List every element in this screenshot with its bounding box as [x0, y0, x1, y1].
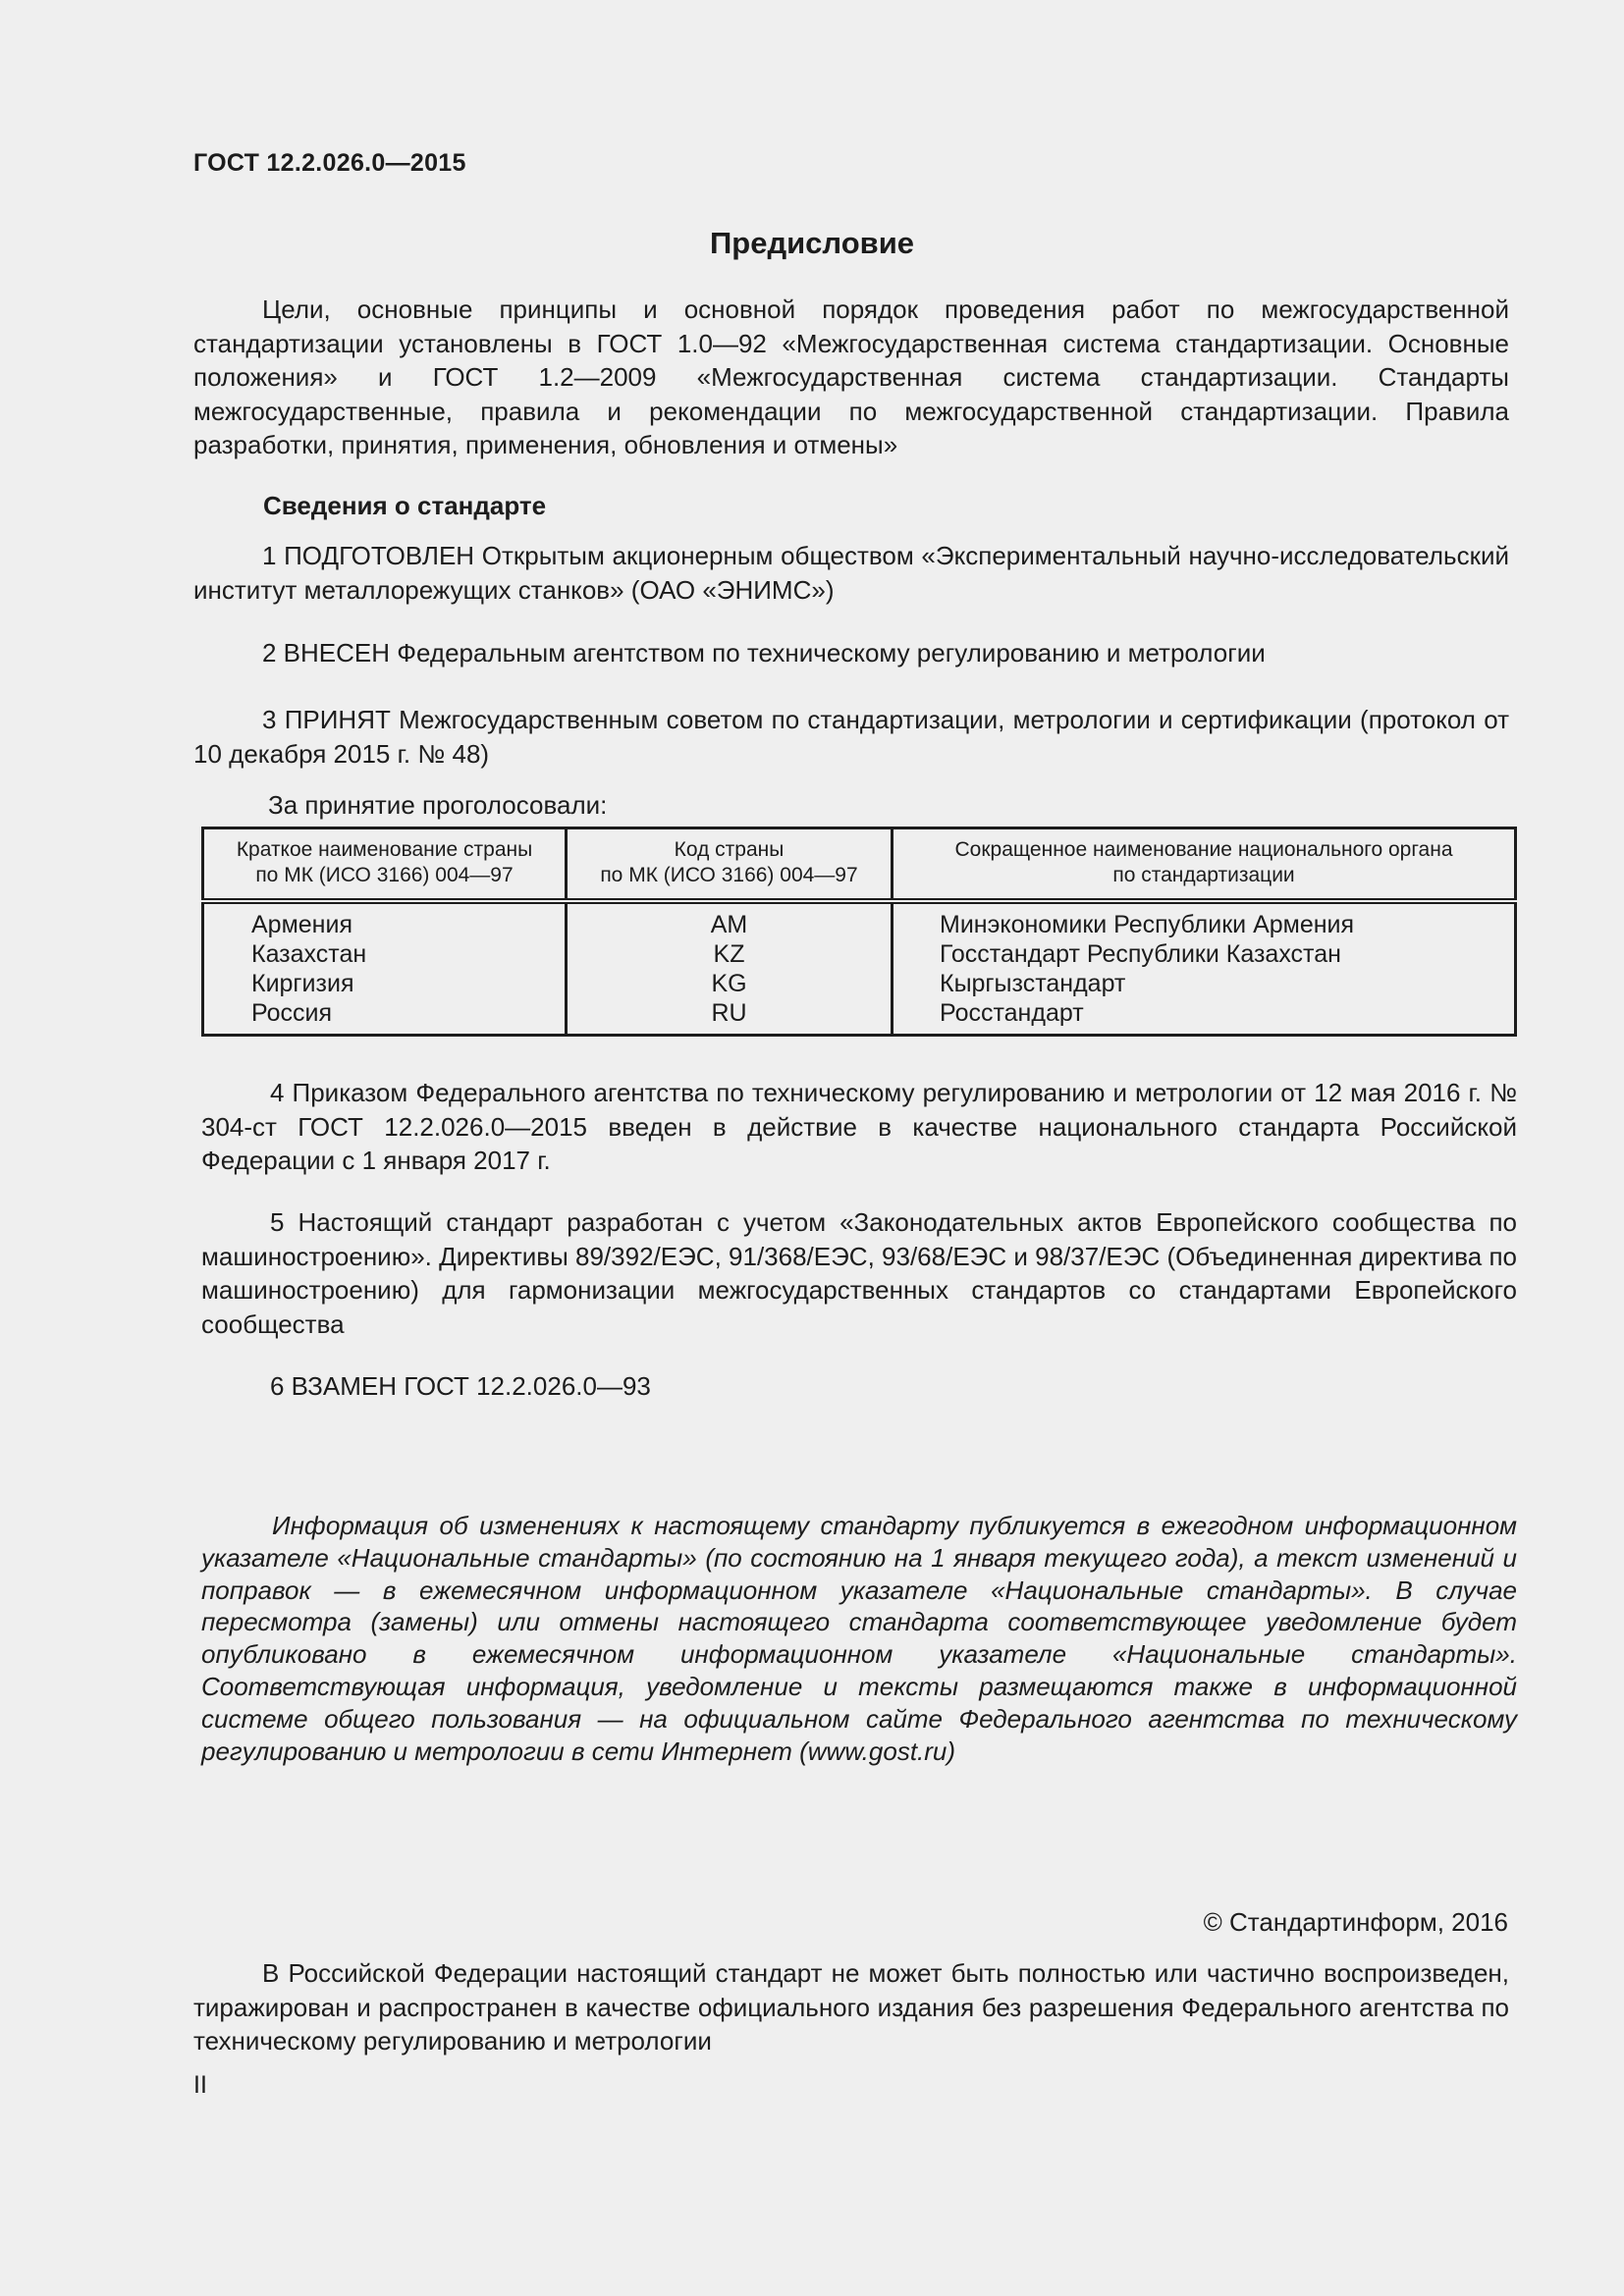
item-6: 6 ВЗАМЕН ГОСТ 12.2.026.0—93 — [270, 1371, 651, 1401]
table-header-row — [203, 828, 1516, 902]
item-1: 1 ПОДГОТОВЛЕН Открытым акционерным обществом «Экспериментальный научно-исследовательский институт металлорежущих станков» (ОАО «ЭНИМС») — [193, 541, 1509, 605]
country-names-cell — [203, 901, 567, 1036]
table-cell: KZ — [713, 940, 745, 968]
section-title: Сведения о стандарте — [263, 491, 547, 520]
table-cell: RU — [711, 999, 747, 1027]
table-body-row — [203, 901, 1516, 1036]
table-cell: KG — [711, 970, 747, 997]
item-4: 4 Приказом Федерального агентства по техническому регулированию и метрологии от 12 мая 2016 г. № 304-ст ГОСТ 12.2.026.0—2015 введен в действие в качестве национального стандарта Российской Федерации с 1 января 2017 г. — [201, 1078, 1517, 1175]
header-standards-body: Сокращенное наименование национального органа по стандартизации — [893, 828, 1516, 902]
table-cell: Киргизия — [251, 970, 354, 997]
table-cell: Кыргызстандарт — [940, 970, 1126, 997]
reproduction-restriction: В Российской Федерации настоящий стандарт не может быть полностью или частично воспроизведен, тиражирован и распространен в качестве официального издания без разрешения Федерального агентства по техническому регулированию и метрологии — [193, 1958, 1509, 2056]
country-codes-cell — [567, 901, 893, 1036]
intro-paragraph: Цели, основные принципы и основной порядок проведения работ по межгосударственной стандартизации установлены в ГОСТ 1.0—92 «Межгосударственная система стандартизации. Основные положения» и ГОСТ 1.2—2009 «Межгосударственная система стандартизации. Стандарты межгосударственные, правила и рекомендации по межгосударственной стандартизации. Правила разработки, принятия, применения, обновления и отмены» — [193, 294, 1509, 459]
header-country-code: Код страны по МК (ИСО 3166) 004—97 — [567, 828, 893, 902]
table-cell: Армения — [251, 911, 352, 938]
table-cell: AM — [710, 911, 748, 938]
copyright-line: © Стандартинформ, 2016 — [1203, 1907, 1508, 1937]
amendments-notice: Информация об изменениях к настоящему стандарту публикуется в ежегодном информационном указателе «Национальные стандарты» (по состоянию на 1 января текущего года), а текст изменений и поправок — в ежемесячном информационном указателе «Национальные стандарты». В случае пересмотра (замены) или отмены настоящего стандарта соответствующее уведомление будет опубликовано в ежемесячном информационном указателе «Национальные стандарты». Соответствующая информация, уведомление и тексты размещаются также в информационной системе общего пользования — на официальном сайте Федерального агентства по техническому регулированию и метрологии в сети Интернет (www.gost.ru) — [201, 1511, 1517, 1766]
header-country-name: Краткое наименование страны по МК (ИСО 3166) 004—97 — [203, 828, 567, 902]
vote-label: За принятие проголосовали: — [268, 790, 608, 820]
table-cell: Росстандарт — [940, 999, 1084, 1027]
voting-table — [201, 827, 1517, 1037]
table-cell: Россия — [251, 999, 332, 1027]
table-cell: Минэкономики Республики Армения — [940, 911, 1355, 938]
table-cell: Казахстан — [251, 940, 367, 968]
item-2: 2 ВНЕСЕН Федеральным агентством по техническому регулированию и метрологии — [262, 638, 1266, 667]
page-number: II — [193, 2071, 207, 2099]
table-cell: Госстандарт Республики Казахстан — [940, 940, 1341, 968]
page-title: Предисловие — [709, 226, 914, 260]
standards-bodies-cell — [893, 901, 1516, 1036]
item-5: 5 Настоящий стандарт разработан с учетом «Законодательных актов Европейского сообщества по машиностроению». Директивы 89/392/ЕЭС, 91/368/ЕЭС, 93/68/ЕЭС и 98/37/ЕЭС (Объединенная директива по машиностроению) для гармонизации межгосударственных стандартов со стандартами Европейского сообщества — [201, 1207, 1517, 1339]
item-3: 3 ПРИНЯТ Межгосударственным советом по стандартизации, метрологии и сертификации (протокол от 10 декабря 2015 г. № 48) — [193, 705, 1509, 769]
document-header: ГОСТ 12.2.026.0—2015 — [193, 149, 466, 177]
